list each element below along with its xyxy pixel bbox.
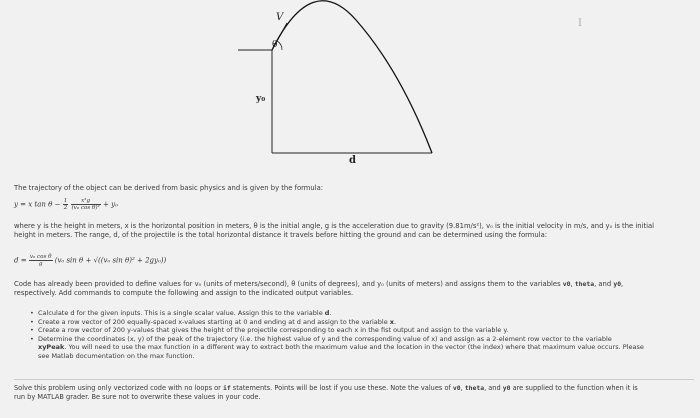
note-var-theta: theta xyxy=(464,384,485,392)
task-d-end: . xyxy=(329,309,332,317)
range-formula xyxy=(14,254,166,267)
range-label: d xyxy=(349,155,356,166)
where-text-line1: where y is the height in meters, x is the horizontal position in meters, θ is the initial angle, g is the acceleration due to gravity (9.81m/s²), v₀ is the initial velocity in m/s, and y₀ is the initial xyxy=(14,222,655,230)
angle-arc xyxy=(277,41,282,50)
task-item-xypeak xyxy=(30,335,690,361)
formula1-frac2-num: x²g xyxy=(71,198,101,205)
formula1-frac2 xyxy=(71,198,101,211)
constraints-line2: run by MATLAB grader. Be sure not to overwrite these values in your code. xyxy=(14,393,261,401)
section-divider xyxy=(14,379,694,380)
note-sep-2: , and xyxy=(484,384,503,392)
task-xypeak-var: xyPeak xyxy=(38,343,65,352)
trajectory-figure xyxy=(0,0,700,180)
formula1-lhs: y = x tan θ − xyxy=(14,200,61,209)
code-sep-1: , xyxy=(570,280,575,288)
code-text-line1 xyxy=(14,280,623,289)
task-d-var: d xyxy=(324,309,330,317)
trajectory-formula xyxy=(14,198,118,211)
formula1-frac1-num: 1 xyxy=(63,198,68,204)
code-text-start: Code has already been provided to define values for v₀ (units of meters/second), θ (units of degrees), and y₀ (units of meters) and assigns them to the variables xyxy=(14,280,563,288)
note-var-y0: y0 xyxy=(502,384,511,392)
if-keyword: if xyxy=(222,384,231,392)
constraints-note xyxy=(14,384,694,402)
formula2-frac-num: v₀ cos θ xyxy=(29,254,52,260)
formula2-frac-den: g xyxy=(38,261,43,267)
task-item-y xyxy=(30,326,690,335)
task-x-end: . xyxy=(393,317,397,326)
task-item-d xyxy=(30,309,690,318)
formula2-rhs: (v₀ sin θ + √((v₀ sin θ)² + 2gy₀)) xyxy=(54,256,167,265)
task-xypeak-line2: . You will need to use the max function in a different way to extract both the maximum value and the location in the vector (the index) where that maximum value occurs. Please xyxy=(64,343,644,352)
formula1-rhs: + y₀ xyxy=(103,200,118,209)
intro-text: The trajectory of the object can be derived from basic physics and is given by the formula: xyxy=(14,184,324,192)
task-y-text: Create a row vector of 200 y-values that gives the height of the projectile corresponding to each x in the fist output and assign to the variable y. xyxy=(38,326,509,335)
formula1-frac1 xyxy=(63,198,69,211)
task-xypeak-line3: see Matlab documentation on the max function. xyxy=(38,351,195,360)
constraints-text-b: statements. Points will be lost if you use these. Note the values of xyxy=(230,384,453,392)
var-v0: v0 xyxy=(562,280,571,288)
var-theta: theta xyxy=(574,280,595,288)
var-y0: y0 xyxy=(613,280,622,288)
task-item-x xyxy=(30,318,690,327)
trajectory-diagram xyxy=(0,0,700,180)
velocity-label: V xyxy=(276,12,284,23)
code-text-line2: respectively. Add commands to compute the following and assign to the indicated output variables. xyxy=(14,289,354,297)
text-cursor-icon: I xyxy=(578,18,582,29)
task-list xyxy=(30,309,690,361)
code-sep-2: , and xyxy=(594,280,614,288)
formula2-frac xyxy=(29,254,53,267)
task-xypeak-line1: Determine the coordinates (x, y) of the peak of the trajectory (i.e. the highest value of y and the corresponding value of x) and assign as a 2-element row vector to the variable xyxy=(38,334,612,343)
code-sep-3: , xyxy=(621,280,624,288)
constraints-line1 xyxy=(14,384,694,393)
task-x-text: Create a row vector of 200 equally-spaced x-values starting at 0 and ending at d and assign to the variable xyxy=(38,317,390,326)
angle-label: θ xyxy=(272,40,278,50)
formula1-frac1-den: 2 xyxy=(63,205,68,211)
height-label: y₀ xyxy=(256,94,266,104)
formula2-lhs: d = xyxy=(14,256,27,265)
task-x-var: x xyxy=(389,317,394,326)
formula1-frac2-den: (v₀ cos θ)² xyxy=(71,205,100,211)
constraints-text-c: are supplied to the function when it is xyxy=(510,384,638,392)
trajectory-curve xyxy=(272,1,432,153)
constraints-text-a: Solve this problem using only vectorized code with no loops or xyxy=(14,384,223,392)
task-d-text: Calculate d for the given inputs. This is a single scalar value. Assign this to the variable xyxy=(38,309,325,317)
note-var-v0: v0 xyxy=(452,384,461,392)
note-sep-1: , xyxy=(460,384,465,392)
where-text-line2: height in meters. The range, d, of the projectile is the total horizontal distance it travels before hitting the ground and can be determined using the formula: xyxy=(14,231,548,239)
